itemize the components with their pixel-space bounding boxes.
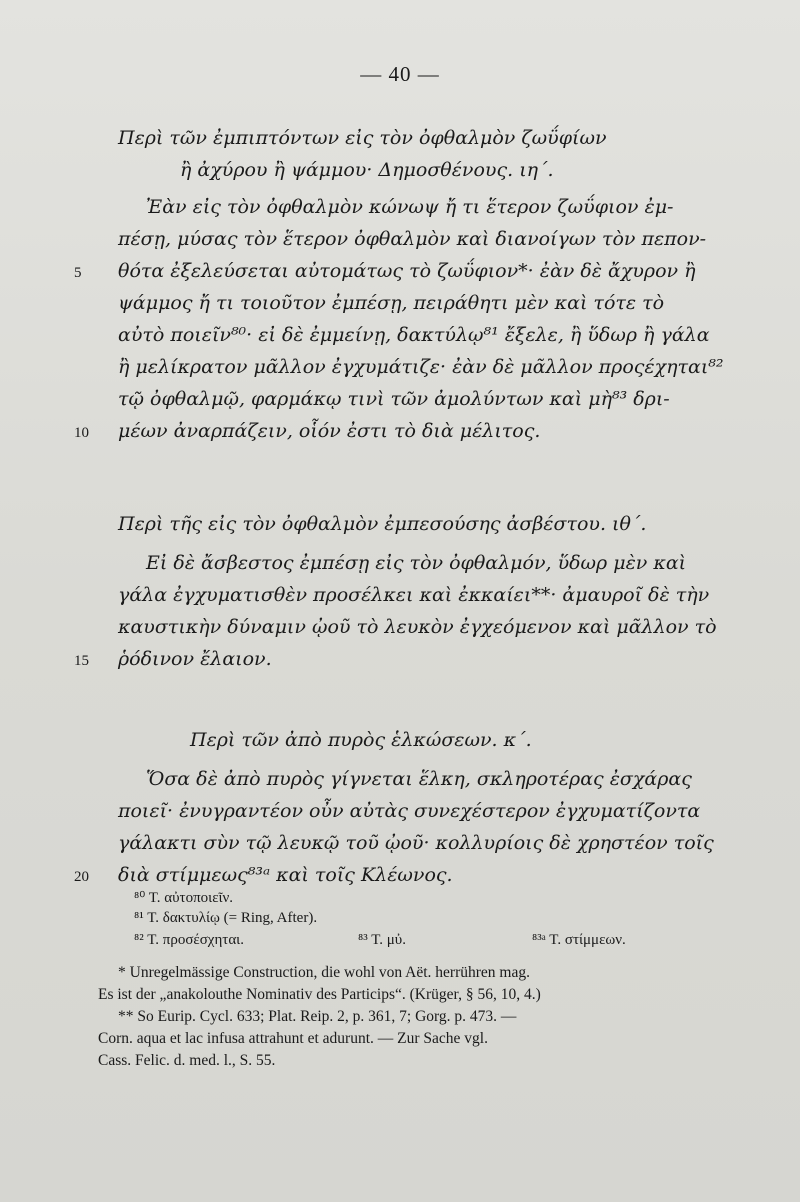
para3-line: διὰ στίμμεως⁸³ᵃ καὶ τοῖς Κλέωνος. — [118, 864, 453, 886]
line-number: 20 — [74, 869, 89, 885]
para1-line: θότα ἐξελεύσεται αὐτομάτως τὸ ζωΰφιον*· ἐὰν δὲ ἄχυρον ἢ — [118, 260, 696, 282]
para1-line: μέων ἀναρπάζειν, οἷόν ἐστι τὸ διὰ μέλιτος. — [118, 420, 541, 442]
editorial-note-line: ** So Eurip. Cycl. 633; Plat. Reip. 2, p. 361, 7; Gorg. p. 473. — — [118, 1008, 517, 1025]
para2-line: Εἰ δὲ ἄσβεστος ἐμπέσῃ εἰς τὸν ὀφθαλμόν, ὕδωρ μὲν καὶ — [146, 552, 687, 574]
editorial-note-line: Cass. Felic. d. med. l., S. 55. — [98, 1052, 276, 1069]
footnote-82: ⁸² T. προσέσχηται. — [134, 932, 244, 948]
footnote-81: ⁸¹ T. δακτυλίῳ (= Ring, After). — [134, 910, 318, 926]
para1-line: ψάμμος ἤ τι τοιοῦτον ἐμπέσῃ, πειράθητι μὲν καὶ τότε τὸ — [118, 292, 665, 314]
para1-line: ἢ μελίκρατον μᾶλλον ἐγχυμάτιζε· ἐὰν δὲ μᾶλλον προςέχηται⁸² — [118, 356, 724, 378]
para1-line: αὐτὸ ποιεῖν⁸⁰· εἰ δὲ ἐμμείνῃ, δακτύλῳ⁸¹ ἔξελε, ἢ ὕδωρ ἢ γάλα — [118, 324, 710, 346]
para3-line: γάλακτι σὺν τῷ λευκῷ τοῦ ᾠοῦ· κολλυρίοις δὲ χρηστέον τοῖς — [118, 832, 714, 854]
para3-line: ποιεῖ· ἐνυγραντέον οὖν αὐτὰς συνεχέστερον ἐγχυματίζοντα — [118, 800, 701, 822]
section-heading-20: Περὶ τῶν ἀπὸ πυρὸς ἑλκώσεων. κ΄. — [190, 729, 532, 751]
para1-line: πέσῃ, μύσας τὸν ἕτερον ὀφθαλμὸν καὶ διανοίγων τὸν πεπον- — [118, 228, 707, 250]
para2-line: γάλα ἐγχυματισθὲν προσέλκει καὶ ἐκκαίει**· ἀμαυροῖ δὲ τὴν — [118, 584, 710, 606]
editorial-note-line: * Unregelmässige Construction, die wohl von Aët. herrühren mag. — [118, 964, 530, 981]
page-number: — 40 — — [360, 62, 440, 86]
footnote-80: ⁸⁰ T. αὐτοποιεῖν. — [134, 890, 234, 906]
footnote-83a: ⁸³ᵃ T. στίμμεων. — [532, 932, 626, 948]
editorial-note-line: Corn. aqua et lac infusa attrahunt et adurunt. — Zur Sache vgl. — [98, 1030, 488, 1047]
section-heading-19: Περὶ τῆς εἰς τὸν ὀφθαλμὸν ἐμπεσούσης ἀσβέστου. ιθ΄. — [118, 513, 647, 535]
editorial-note-line: Es ist der „anakolouthe Nominativ des Particips“. (Krüger, § 56, 10, 4.) — [98, 986, 541, 1003]
para2-line: ῥόδινον ἔλαιον. — [118, 648, 272, 670]
section-heading-18-line1: Περὶ τῶν ἐμπιπτόντων εἰς τὸν ὀφθαλμὸν ζωΰφίων — [118, 127, 607, 149]
line-number: 5 — [74, 265, 82, 281]
line-number: 15 — [74, 653, 89, 669]
section-heading-18-line2: ἢ ἀχύρου ἢ ψάμμου· Δημοσθένους. ιη΄. — [180, 159, 554, 181]
para2-line: καυστικὴν δύναμιν ᾠοῦ τὸ λευκὸν ἐγχεόμενον καὶ μᾶλλον τὸ — [118, 616, 717, 638]
footnote-83: ⁸³ T. μὐ. — [358, 932, 406, 948]
para1-line: τῷ ὀφθαλμῷ, φαρμάκῳ τινὶ τῶν ἀμολύντων καὶ μὴ⁸³ δρι- — [118, 388, 670, 410]
line-number: 10 — [74, 425, 89, 441]
para1-line: Ἐὰν εἰς τὸν ὀφθαλμὸν κώνωψ ἤ τι ἕτερον ζωΰφιον ἐμ- — [146, 196, 674, 218]
para3-line: Ὅσα δὲ ἀπὸ πυρὸς γίγνεται ἕλκη, σκληροτέρας ἐσχάρας — [146, 768, 692, 790]
